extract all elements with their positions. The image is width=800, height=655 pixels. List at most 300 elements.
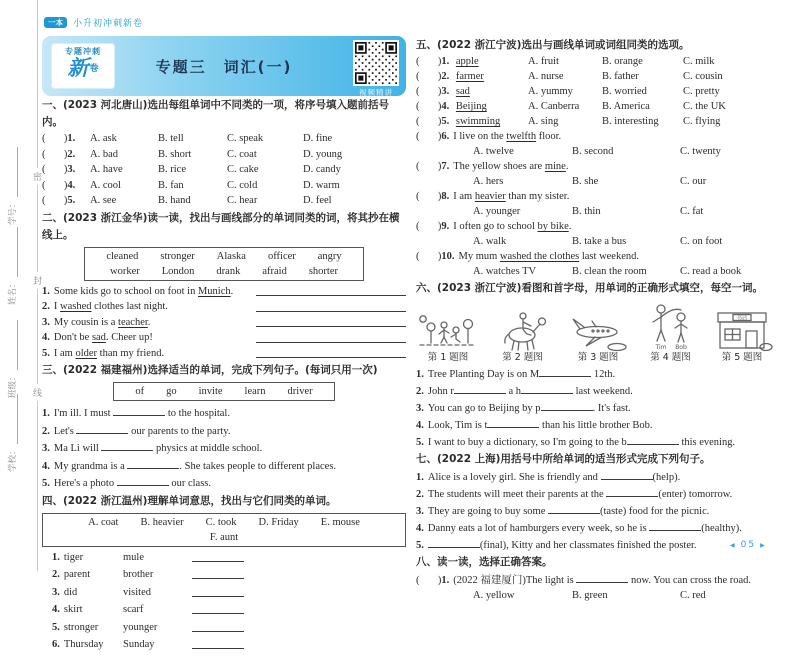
answer-bracket[interactable]: ( ) <box>42 133 68 144</box>
word-bank-item: afraid <box>262 265 287 277</box>
brand-series-title: 小升初冲刺新卷 <box>73 18 144 29</box>
sentence-choice-row <box>416 571 774 588</box>
choice-option[interactable]: C. coat <box>227 148 257 160</box>
word-bank <box>84 247 363 281</box>
figure-caption: 第 2 题图 <box>502 352 543 363</box>
word-choice-row <box>416 54 774 69</box>
choice-option[interactable]: B. fan <box>158 179 184 191</box>
figure-illustration <box>416 312 480 352</box>
answer-blank[interactable] <box>539 365 591 377</box>
word-bank-item: invite <box>198 386 223 397</box>
answer-blank[interactable] <box>192 585 244 597</box>
figure-illustration <box>565 312 631 352</box>
choice-option[interactable]: A. yummy <box>528 86 573 97</box>
underlined-word: twelfth <box>506 131 537 142</box>
right-page <box>416 36 774 603</box>
underlined-word: swimming <box>455 116 501 127</box>
choice-option[interactable]: A. fruit <box>528 56 559 67</box>
sentence-text: floor. <box>536 131 562 142</box>
answer-blank[interactable] <box>127 457 179 469</box>
sentence-text: . <box>565 161 569 172</box>
answer-blank[interactable] <box>521 382 573 394</box>
word-bank-item: driver <box>287 386 313 397</box>
svg-text:书店: 书店 <box>736 315 748 322</box>
item-number: 4. <box>416 523 424 534</box>
item-number: 1. <box>441 56 450 67</box>
choice-option[interactable]: B. green <box>572 590 608 601</box>
question-figures <box>416 300 774 364</box>
sentence-body <box>42 474 211 492</box>
sentence-body <box>416 519 742 536</box>
sentence-text: The yellow shoes are <box>453 161 545 172</box>
choice-option[interactable]: D. feel <box>303 195 332 206</box>
field-label: 姓名： <box>8 279 18 305</box>
bracket-word-cell <box>416 99 528 114</box>
word-bank-row <box>124 384 323 399</box>
choice-option[interactable]: A. bad <box>90 148 118 160</box>
field-write-line[interactable] <box>9 394 18 444</box>
choice-option[interactable]: A. hers <box>473 176 504 187</box>
section-heading-sec7: 七、(2022 上海)用括号中所给单词的适当形式完成下列句子。 <box>416 453 711 465</box>
next-page-icon: ▶ <box>760 541 767 549</box>
sentence-text: than my sister. <box>505 191 570 202</box>
choice-option[interactable]: A. watches TV <box>473 266 537 277</box>
answer-line[interactable] <box>256 315 406 327</box>
answer-line[interactable] <box>256 300 406 312</box>
item-number: 8. <box>441 191 450 202</box>
choice-option[interactable]: B. tell <box>158 133 184 144</box>
underlined-word: sad <box>91 332 106 343</box>
underlined-word: farmer <box>455 71 484 82</box>
qr-code-svg <box>355 42 397 84</box>
pair-word-2: visited <box>123 586 151 598</box>
sentence-text: My cousin is a <box>53 316 119 328</box>
choice-option[interactable]: A. nurse <box>528 71 564 82</box>
sentence-text: to the hospital. <box>165 408 230 419</box>
word-pair-row <box>42 637 406 655</box>
sentence-row <box>416 485 774 502</box>
answer-blank[interactable] <box>601 468 653 480</box>
choice-option[interactable]: A. ask <box>90 133 117 144</box>
section-heading-sec2: 二、(2023 浙江金华)读一读，找出与画线部分的单词同类的词，将其抄在横线上。 <box>42 211 400 241</box>
brand-logo-badge: 一本 <box>44 17 67 28</box>
word-bank-item: stronger <box>160 250 195 262</box>
figure-caption: 第 1 题图 <box>427 352 469 363</box>
sentence-row <box>416 519 774 536</box>
word-bank-item: C. took <box>205 516 237 528</box>
choice-option[interactable]: C. read a book <box>680 266 742 277</box>
choice-option[interactable]: C. fat <box>680 206 704 217</box>
answer-blank[interactable] <box>117 474 169 486</box>
student-field-1[interactable] <box>6 227 18 305</box>
choice-option[interactable]: B. rice <box>158 164 186 175</box>
sentence-text: 12th. <box>591 369 616 380</box>
choice-option[interactable]: B. take a bus <box>572 236 627 247</box>
item-number: 1. <box>441 575 450 586</box>
choice-option[interactable]: C. the UK <box>683 101 726 112</box>
sentence-body <box>42 346 164 362</box>
choice-option[interactable]: B. clean the room <box>572 266 647 277</box>
sentence-text: (2022 福建厦门)The light is <box>453 575 577 586</box>
underlined-word: Beijing <box>455 101 487 112</box>
answer-bracket[interactable]: ( ) <box>42 179 68 191</box>
underlined-word: teacher <box>118 316 148 328</box>
answer-line[interactable] <box>256 346 406 358</box>
choice-row <box>42 162 406 178</box>
sentence-row <box>42 457 406 475</box>
word-choice-row <box>416 114 774 129</box>
sentence-text: Alice is a lovely girl. She is friendly and <box>427 472 601 483</box>
word-bank <box>42 513 406 547</box>
item-number: 4. <box>67 179 76 191</box>
left-page <box>42 12 406 655</box>
underlined-word: heavier <box>474 191 506 202</box>
choice-option[interactable]: C. cousin <box>683 71 723 82</box>
word-bank-item: F. aunt <box>209 531 239 543</box>
pair-word-1: did <box>63 586 78 598</box>
sentence-text: They are going to buy some <box>427 506 549 517</box>
word-pair-row <box>42 602 406 620</box>
pair-answer-cell <box>192 620 262 638</box>
answer-bracket[interactable]: ( ) <box>42 164 68 175</box>
answer-bracket[interactable]: ( ) <box>416 101 442 112</box>
sentence-choice-row <box>416 159 774 174</box>
pair-word-1: stronger <box>63 621 99 633</box>
sentence-choice-row <box>416 129 774 144</box>
answer-bracket[interactable]: ( ) <box>42 195 68 206</box>
underlined-word: apple <box>455 56 479 67</box>
sentence-row <box>416 416 774 433</box>
choice-row <box>42 147 406 163</box>
choice-option[interactable]: B. orange <box>602 56 643 67</box>
sentence-text: (healthy). <box>701 523 742 534</box>
answer-line[interactable] <box>256 284 406 296</box>
choice-option[interactable]: C. our <box>680 176 707 187</box>
answer-blank[interactable] <box>576 571 628 583</box>
options-row <box>473 264 774 279</box>
pair-answer-cell <box>192 585 262 603</box>
answer-blank[interactable] <box>192 637 244 649</box>
sentence-body <box>416 502 709 519</box>
choice-option[interactable]: B. worried <box>602 86 647 97</box>
figure-caption: 第 4 题图 <box>650 352 691 363</box>
student-field-3[interactable] <box>6 394 18 472</box>
underlined-word: older <box>75 347 98 359</box>
seal-char: 封 <box>31 272 44 289</box>
sentence-row <box>416 536 774 553</box>
sentence-body <box>416 468 680 485</box>
answer-bracket[interactable]: ( ) <box>416 56 442 67</box>
choice-option[interactable]: C. speak <box>227 133 264 144</box>
sentence-body <box>42 422 230 440</box>
prev-page-icon: ◀ <box>730 541 737 549</box>
underlined-word: mine <box>544 161 566 172</box>
word-bank-item: angry <box>317 250 342 262</box>
pair-number-word <box>52 567 123 585</box>
bracket-word-cell <box>416 69 528 84</box>
item-number: 2. <box>416 489 424 500</box>
item-number: 5. <box>42 478 50 489</box>
item-number: 4. <box>42 332 50 343</box>
sentence-body <box>42 330 153 346</box>
item-number: 3. <box>67 164 76 175</box>
choice-option[interactable]: C. cake <box>227 164 259 175</box>
figure-illustration <box>710 308 774 352</box>
word-bank-item: D. Friday <box>258 516 299 528</box>
section-heading-sec6: 六、(2023 浙江宁波)看图和首字母，用单词的正确形式填空，每空一词。 <box>416 282 763 294</box>
sentence-text: I <box>53 301 60 312</box>
sentence-text: clothes last night. <box>91 301 168 312</box>
section-heading-sec1: 一、(2023 河北唐山)选出每组单词中不同类的一项，将序号填入题前括号内。 <box>42 99 389 128</box>
page-number <box>730 540 767 550</box>
sentence-row <box>42 284 406 300</box>
question-figure-airplane <box>565 312 631 364</box>
sentence-row <box>416 433 774 450</box>
word-bank-item: learn <box>244 386 266 397</box>
sentence-text: last weekend. <box>579 251 640 262</box>
sentence-body <box>42 315 150 331</box>
answer-line[interactable] <box>256 331 406 343</box>
answer-blank[interactable] <box>192 602 244 614</box>
choice-option[interactable]: B. she <box>572 176 599 187</box>
answer-bracket[interactable]: ( ) <box>416 191 442 202</box>
qr-code <box>353 40 399 98</box>
seal-char: 线 <box>31 384 44 401</box>
answer-blank[interactable] <box>548 502 600 514</box>
underlined-word: Munich <box>197 285 231 297</box>
answer-blank[interactable] <box>113 404 165 416</box>
choice-option[interactable]: B. America <box>602 101 650 112</box>
item-number: 10. <box>441 251 455 262</box>
sentence-body <box>42 404 230 422</box>
figure-caption: 第 5 题图 <box>721 352 763 363</box>
sentence-row <box>42 422 406 440</box>
sentence-text: Ma Li will <box>53 443 102 454</box>
answer-blank[interactable] <box>192 620 244 632</box>
choice-option[interactable]: C. hear <box>227 195 258 206</box>
choice-option[interactable]: A. Canberra <box>528 101 580 112</box>
sentence-text: now. You can cross the road. <box>628 575 752 586</box>
answer-blank[interactable] <box>606 485 658 497</box>
item-number: 3. <box>441 86 450 97</box>
sentence-text: I often go to school <box>453 221 538 232</box>
pair-word-2: brother <box>123 569 154 580</box>
answer-blank[interactable] <box>428 536 480 548</box>
choice-option[interactable]: B. father <box>602 71 639 82</box>
options-row <box>473 204 774 219</box>
bracket-word-cell <box>416 84 528 99</box>
page-title: 专题三 词汇(一) <box>155 58 293 76</box>
new-paper-badge <box>51 43 115 89</box>
underlined-word: by bike <box>537 221 569 232</box>
choice-option[interactable]: A. twelve <box>473 146 514 157</box>
answer-bracket[interactable]: ( ) <box>416 116 442 127</box>
sentence-text: Look, Tim is t <box>427 420 488 431</box>
student-field-2[interactable] <box>6 320 18 398</box>
choice-option[interactable]: D. warm <box>303 179 340 191</box>
sentence-text: (final), Kitty and her classmates finished the poster. <box>479 540 697 551</box>
item-number: 1. <box>416 369 424 380</box>
answer-blank[interactable] <box>487 416 539 428</box>
choice-option[interactable]: A. cool <box>90 179 121 191</box>
choice-option[interactable]: A. sing <box>528 116 559 127</box>
item-number: 3. <box>52 586 60 598</box>
field-label: 班级： <box>8 372 18 398</box>
bracket-word-cell <box>416 54 528 69</box>
sentence-body <box>42 439 262 457</box>
options-row <box>473 144 774 159</box>
pair-word-1: Thursday <box>63 639 104 650</box>
answer-blank[interactable] <box>76 422 128 434</box>
choice-option[interactable]: C. milk <box>683 56 715 67</box>
answer-bracket[interactable]: ( ) <box>416 86 442 97</box>
answer-blank[interactable] <box>192 550 244 562</box>
bracket-word-cell <box>416 114 528 129</box>
answer-bracket[interactable]: ( ) <box>416 251 442 262</box>
item-number: 4. <box>52 604 60 615</box>
choice-option[interactable]: C. on foot <box>680 236 723 247</box>
choice-option[interactable]: C. pretty <box>683 86 720 97</box>
bracket-cell <box>42 147 90 163</box>
choice-option[interactable]: D. fine <box>303 133 333 144</box>
sentence-text: (taste) food for the picnic. <box>600 506 710 517</box>
section-heading-sec3: 三、(2022 福建福州)选择适当的单词，完成下列句子。(每词只用一次) <box>42 364 378 376</box>
answer-bracket[interactable]: ( ) <box>416 161 442 172</box>
brand-row <box>44 14 406 30</box>
word-pair-row <box>42 567 406 585</box>
svg-text:Tim: Tim <box>655 344 666 351</box>
left-column-exercises <box>42 97 406 655</box>
field-label: 学号： <box>8 199 18 225</box>
choice-option[interactable]: B. hand <box>158 195 191 206</box>
choice-option[interactable]: A. walk <box>473 236 507 247</box>
choice-option[interactable]: D. candy <box>303 164 341 175</box>
word-bank-item: worker <box>110 265 140 277</box>
choice-option[interactable]: B. short <box>158 148 192 160</box>
pair-word-1: parent <box>63 569 91 580</box>
sentence-text: our class. <box>168 478 212 489</box>
figure-illustration <box>492 308 554 352</box>
underlined-word: washed the clothes <box>499 251 580 262</box>
sentence-text: than his little brother Bob. <box>539 420 653 431</box>
student-field-0[interactable] <box>6 147 18 225</box>
item-number: 5. <box>67 195 76 206</box>
pair-answer-cell <box>192 602 262 620</box>
item-number: 7. <box>441 161 450 172</box>
answer-blank[interactable] <box>649 519 701 531</box>
underlined-word: sad <box>455 86 470 97</box>
word-pair-row <box>42 620 406 638</box>
sentence-choice-row <box>416 189 774 204</box>
pair-number-word <box>52 550 123 568</box>
word-bank-row <box>53 515 395 545</box>
sentence-row <box>42 474 406 492</box>
answer-blank[interactable] <box>541 399 593 411</box>
field-write-line[interactable] <box>9 227 18 277</box>
choice-option[interactable]: A. see <box>90 195 117 206</box>
sentence-text: Let's <box>53 425 77 437</box>
qr-caption: 视频精讲 <box>359 88 393 97</box>
item-number: 4. <box>42 460 50 472</box>
choice-option[interactable]: A. have <box>90 164 123 175</box>
answer-bracket[interactable]: ( ) <box>416 131 442 142</box>
pair-answer-cell <box>192 567 262 585</box>
choice-option[interactable]: B. second <box>572 146 614 157</box>
question-figure-bookstore <box>710 308 774 364</box>
sentence-row <box>416 365 774 382</box>
sentence-text: . <box>230 285 234 297</box>
item-number: 3. <box>416 506 424 517</box>
choice-option[interactable]: C. cold <box>227 179 258 191</box>
answer-blank[interactable] <box>454 382 506 394</box>
choice-option[interactable]: C. twenty <box>680 146 721 157</box>
sentence-text: I am <box>453 191 475 202</box>
answer-blank[interactable] <box>627 433 679 445</box>
sentence-row <box>416 382 774 399</box>
word-bank-item: E. mouse <box>320 516 360 528</box>
word-bank-item: drank <box>216 265 241 277</box>
sentence-text: I'm ill. I must <box>53 408 114 419</box>
choice-option[interactable]: C. red <box>680 590 706 601</box>
pair-number-word <box>52 585 123 603</box>
field-write-line[interactable] <box>9 147 18 197</box>
choice-option[interactable]: B. thin <box>572 206 601 217</box>
sentence-text: Some kids go to school on foot in <box>53 285 198 297</box>
item-number: 2. <box>42 425 50 437</box>
answer-bracket[interactable]: ( ) <box>42 148 68 160</box>
unit-title-bar <box>42 36 406 96</box>
question-figure-horse-riding <box>492 308 554 364</box>
word-bank-row <box>95 249 352 264</box>
item-number: 1. <box>52 551 60 563</box>
sentence-choice-row <box>416 219 774 234</box>
pair-number-word <box>52 620 123 638</box>
pair-number-word <box>52 602 123 620</box>
word-bank-item: officer <box>267 250 296 262</box>
sentence-text: I live on the <box>453 131 507 142</box>
answer-bracket[interactable]: ( ) <box>416 575 442 586</box>
word-pair-row <box>42 550 406 568</box>
pair-word-2: mule <box>123 551 144 563</box>
sentence-row <box>42 299 406 315</box>
word-bank-item: go <box>166 386 177 397</box>
sentence-text: Don't be <box>53 332 92 343</box>
pair-word-2: Sunday <box>123 639 155 650</box>
field-write-line[interactable] <box>9 320 18 370</box>
item-number: 5. <box>52 621 60 633</box>
word-bank-item: London <box>161 265 195 277</box>
sentence-body <box>42 284 233 300</box>
choice-option[interactable]: A. younger <box>473 206 521 217</box>
choice-row <box>42 131 406 147</box>
pair-word-1: skirt <box>63 604 83 615</box>
question-figure-height-compare <box>643 300 699 364</box>
pair-word-2: younger <box>123 621 158 633</box>
choice-option[interactable]: D. young <box>303 148 343 160</box>
sentence-text: My grandma is a <box>53 460 128 472</box>
choice-option[interactable]: A. yellow <box>473 590 515 601</box>
sentence-text: last weekend. <box>573 386 633 397</box>
answer-blank[interactable] <box>192 567 244 579</box>
word-bank-item: shorter <box>308 265 338 277</box>
answer-bracket[interactable]: ( ) <box>416 221 442 232</box>
sentence-row <box>416 468 774 485</box>
item-number: 2. <box>441 71 450 82</box>
answer-blank[interactable] <box>101 439 153 451</box>
answer-bracket[interactable]: ( ) <box>416 71 442 82</box>
choice-option[interactable]: B. interesting <box>602 116 659 127</box>
choice-option[interactable]: C. flying <box>683 116 721 127</box>
